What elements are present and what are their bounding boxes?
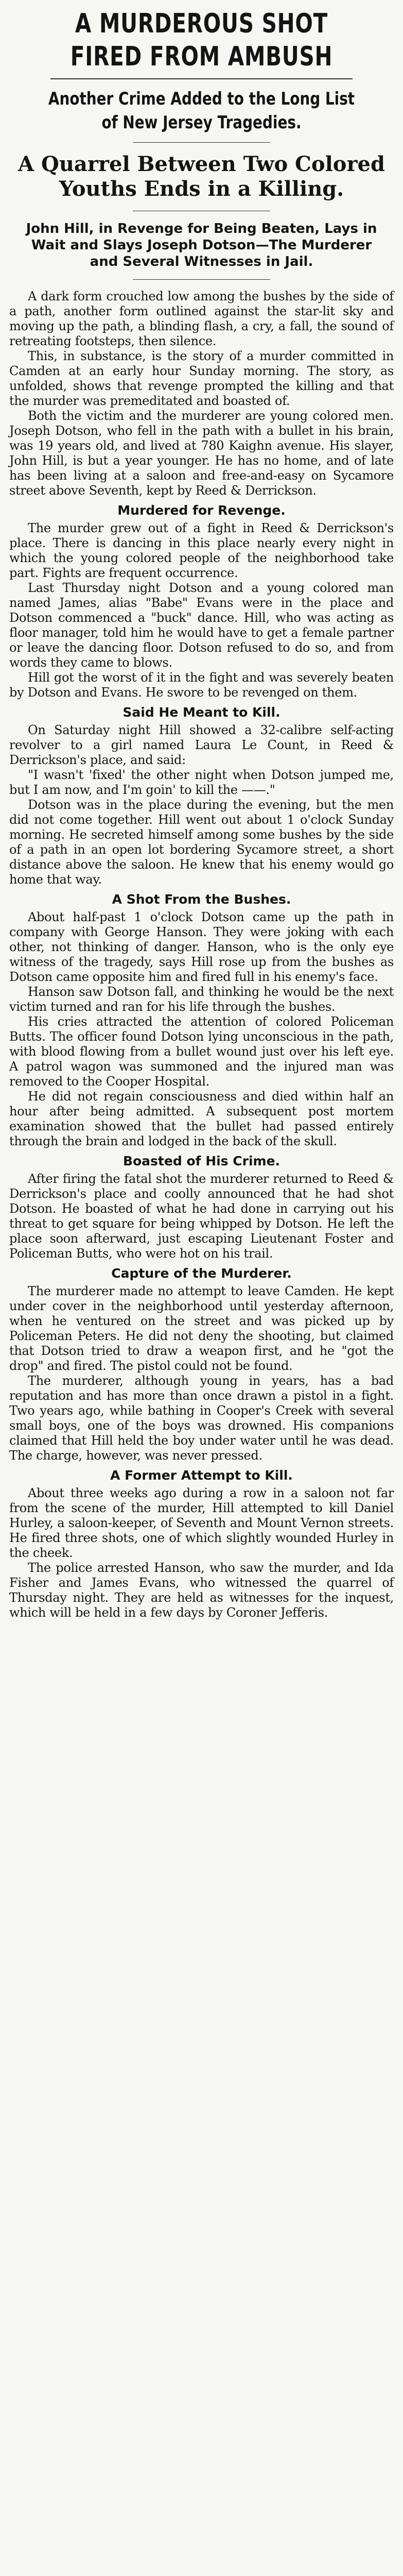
paragraph: He did not regain consciousness and died within half an hour after being admitted. A subsequent post mortem examination showed that the bullet had passed entirely through the brain and lodged in the back of the skull. — [9, 1089, 394, 1148]
deck-rule — [133, 142, 270, 143]
section-subhead: Capture of the Murderer. — [111, 1266, 292, 1281]
paragraph: Dotson was in the place during the evening, but the men did not come together. Hill went out about 1 o'clock Sunday morning. He secreted himself among some bushes by the side of a path in an open lot bordering Sycamore street, a short distance above the saloon. He knew that his enemy would go home that way. — [9, 798, 394, 887]
subdeck-line-1: A Quarrel Between Two Colored — [18, 152, 385, 176]
paragraph: The murderer, although young in years, has a bad reputation and has more than once drawn a pistol in a fight. Two years ago, while bathing in Cooper's Creek with several small boys, one of the boys was drowned. His companions claimed that Hill held the boy under water until he was dead. The charge, however, was never pressed. — [9, 1374, 394, 1463]
paragraph: On Saturday night Hill showed a 32-calibre self-acting revolver to a girl named Laura Le Count, in Reed & Derrickson's place, and said: — [9, 723, 394, 767]
paragraph: This, in substance, is the story of a murder committed in Camden at an early hour Sunday morning. The story, as unfolded, shows that revenge prompted the killing and that the murder was premeditated and boasted of. — [9, 349, 394, 408]
paragraph: The murderer made no attempt to leave Camden. He kept under cover in the neighborhood until yesterday afternoon, when he ventured on the street and was picked up by Policeman Peters. He did not deny the shooting, but claimed that Dotson tried to draw a weapon first, and he "got the drop" and fired. The pistol could not be found. — [9, 1284, 394, 1373]
paragraph: Hanson saw Dotson fall, and thinking he would be the next victim turned and ran for his life through the bushes. — [9, 985, 394, 1014]
section-subhead: A Shot From the Bushes. — [112, 892, 291, 907]
paragraph: A dark form crouched low among the bushes by the side of a path, another form outlined against the star-lit sky and moving up the path, a blinding flash, a cry, a fall, the sound of retreating footsteps, then silence. — [9, 289, 394, 348]
paragraph: The murder grew out of a fight in Reed & Derrickson's place. There is dancing in this place nearly every night in which the young colored people of the neighborhood take part. Fights are frequent occurrence. — [9, 521, 394, 580]
paragraph: Hill got the worst of it in the fight and was severely beaten by Dotson and Evans. He swore to be revenged on them. — [9, 670, 394, 700]
deck-line-1: Another Crime Added to the Long List — [48, 89, 355, 109]
paragraph: Last Thursday night Dotson and a young colored man named James, alias "Babe" Evans were in the place and Dotson commenced a "buck" dance. Hill, who was acting as floor manager, told him he would have to get a female partner or leave the dancing floor. Dotson refused to do so, and from words they came to blows. — [9, 581, 394, 670]
headline-line-2: FIRED FROM AMBUSH — [70, 41, 333, 72]
paragraph: "I wasn't 'fixed' the other night when Dotson jumped me, but I am now, and I'm goin' to kill the ——." — [9, 768, 394, 797]
paragraph: His cries attracted the attention of colored Policeman Butts. The officer found Dotson lying unconscious in the path, with blood flowing from a bullet wound just over his left eye. A patrol wagon was summoned and the injured man was removed to the Cooper Hospital. — [9, 1014, 394, 1089]
deck-line-2: of New Jersey Tragedies. — [101, 112, 302, 133]
summary-rule — [133, 279, 270, 280]
paragraph: Both the victim and the murderer are young colored men. Joseph Dotson, who fell in the path with a bullet in his brain, was 19 years old, and lived at 780 Kaighn avenue. His slayer, John Hill, is but a year younger. He has no home, and of late has been living at a saloon and free-and-easy on Sycamore street above Seventh, kept by Reed & Derrickson. — [9, 409, 394, 498]
paragraph: After firing the fatal shot the murderer returned to Reed & Derrickson's place and coolly announced that he had shot Dotson. He boasted of what he had done in carrying out his threat to get square for being whipped by Dotson. He left the place soon afterward, just escaping Lieutenant Foster and Policeman Butts, who were hot on his trail. — [9, 1172, 394, 1261]
section-subhead: Said He Meant to Kill. — [122, 705, 281, 720]
paragraph: About three weeks ago during a row in a saloon not far from the scene of the murder, Hill attempted to kill Daniel Hurley, a saloon-keeper, of Seventh and Mount Vernon streets. He fired three shots, one of which slightly wounded Hurley in the cheek. — [9, 1486, 394, 1560]
section-subhead: Boasted of His Crime. — [122, 1154, 281, 1168]
section-subhead: A Former Attempt to Kill. — [110, 1468, 293, 1483]
headline-rule — [50, 78, 353, 79]
article-body — [9, 289, 394, 1620]
paragraph: The police arrested Hanson, who saw the murder, and Ida Fisher and James Evans, who witnessed the quarrel of Thursday night. They are held as witnesses for the inquest, which will be held in a few days by Coroner Jefferis. — [9, 1561, 394, 1620]
paragraph: About half-past 1 o'clock Dotson came up the path in company with George Hanson. They were joking with each other, not thinking of danger. Hanson, who is the only eye witness of the tragedy, says Hill rose up from the bushes as Dotson came opposite him and fired full in his enemy's face. — [9, 910, 394, 984]
section-subhead: Murdered for Revenge. — [117, 503, 286, 518]
summary-deck: John Hill, in Revenge for Being Beaten, Lays in Wait and Slays Joseph Dotson—The Murderer and Several Witnesses in Jail. — [26, 221, 377, 269]
headline-line-1: A MURDEROUS SHOT — [75, 8, 328, 39]
subdeck-line-2: Youths Ends in a Killing. — [59, 177, 344, 201]
